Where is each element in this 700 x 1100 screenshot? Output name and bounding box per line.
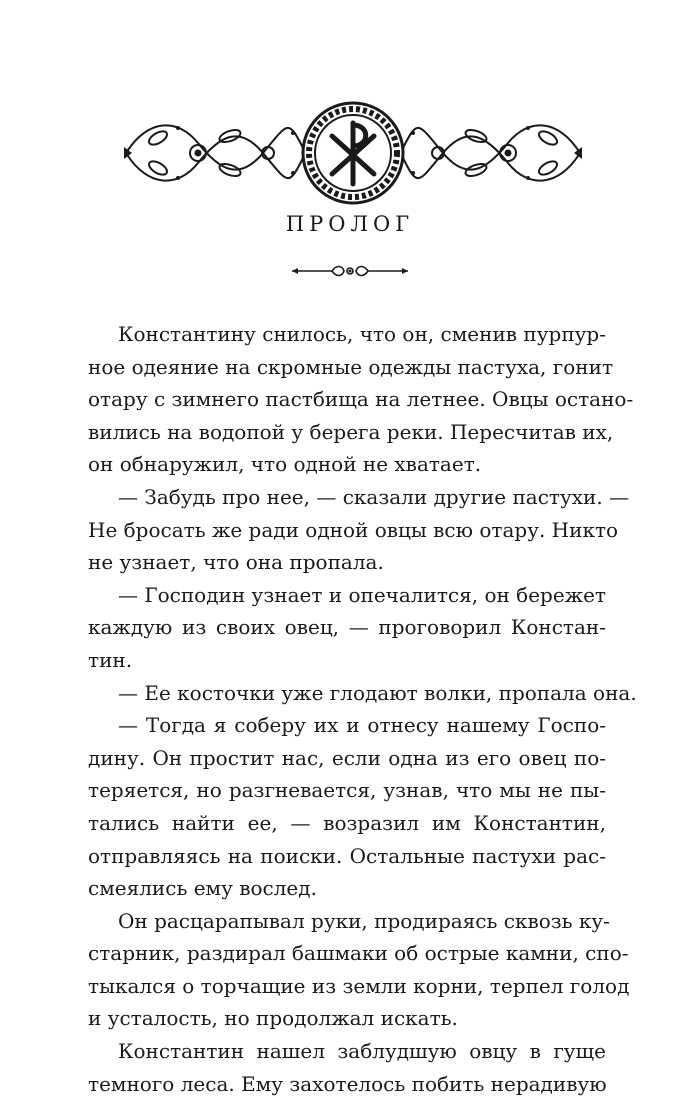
text-line: темного леса. Ему захотелось побить нерадивую — [88, 1071, 607, 1096]
chapter-title: ПРОЛОГ — [285, 212, 415, 236]
text-line: старник, раздирал башмаки об острые камни, спо- — [88, 941, 629, 966]
text-line: он обнаружил, что одной не хватает. — [88, 452, 482, 477]
flourish-divider-icon — [290, 262, 410, 280]
text-line: отправляясь на поиски. Остальные пастухи рас- — [88, 843, 606, 868]
text-line: дину. Он простит нас, если одна из его овец по- — [88, 745, 606, 770]
text-line: каждую из своих овец, — проговорил Констан- — [88, 615, 606, 640]
text-line: не узнает, что она пропала. — [88, 550, 384, 575]
text-line: ное одеяние на скромные одежды пастуха, гонит — [88, 354, 614, 379]
text-line: теряется, но разгневается, узнав, что мы не пы- — [88, 778, 606, 803]
text-line: тыкался о торчащие из земли корни, терпел голод — [88, 973, 630, 998]
ornamental-header-chi-rho-icon — [118, 98, 588, 208]
text-line: и усталость, но продолжал искать. — [88, 1006, 458, 1031]
text-line: тались найти ее, — возразил им Константин, — [88, 810, 606, 835]
text-line: Константин нашел заблудшую овцу в гуще — [118, 1039, 606, 1064]
text-line: — Забудь про нее, — сказали другие пастухи. — — [118, 484, 630, 509]
prologue-text — [88, 318, 637, 1100]
text-line: вились на водопой у берега реки. Пересчитав их, — [88, 419, 614, 444]
text-line: смеялись ему вослед. — [88, 876, 317, 901]
text-line: тин. — [88, 647, 133, 672]
text-line: — Господин узнает и опечалится, он бережет — [118, 582, 606, 607]
text-line: Не бросать же ради одной овцы всю отару. Никто — [88, 517, 619, 542]
text-line: — Ее косточки уже глодают волки, пропала она. — [118, 680, 637, 705]
text-line: отару с зимнего пастбища на летнее. Овцы остано- — [88, 387, 634, 412]
text-line: Константину снилось, что он, сменив пурпур- — [118, 322, 606, 346]
text-line: — Тогда я соберу их и отнесу нашему Госпо- — [118, 713, 606, 738]
text-line: Он расцарапывал руки, продираясь сквозь ку- — [118, 908, 610, 933]
